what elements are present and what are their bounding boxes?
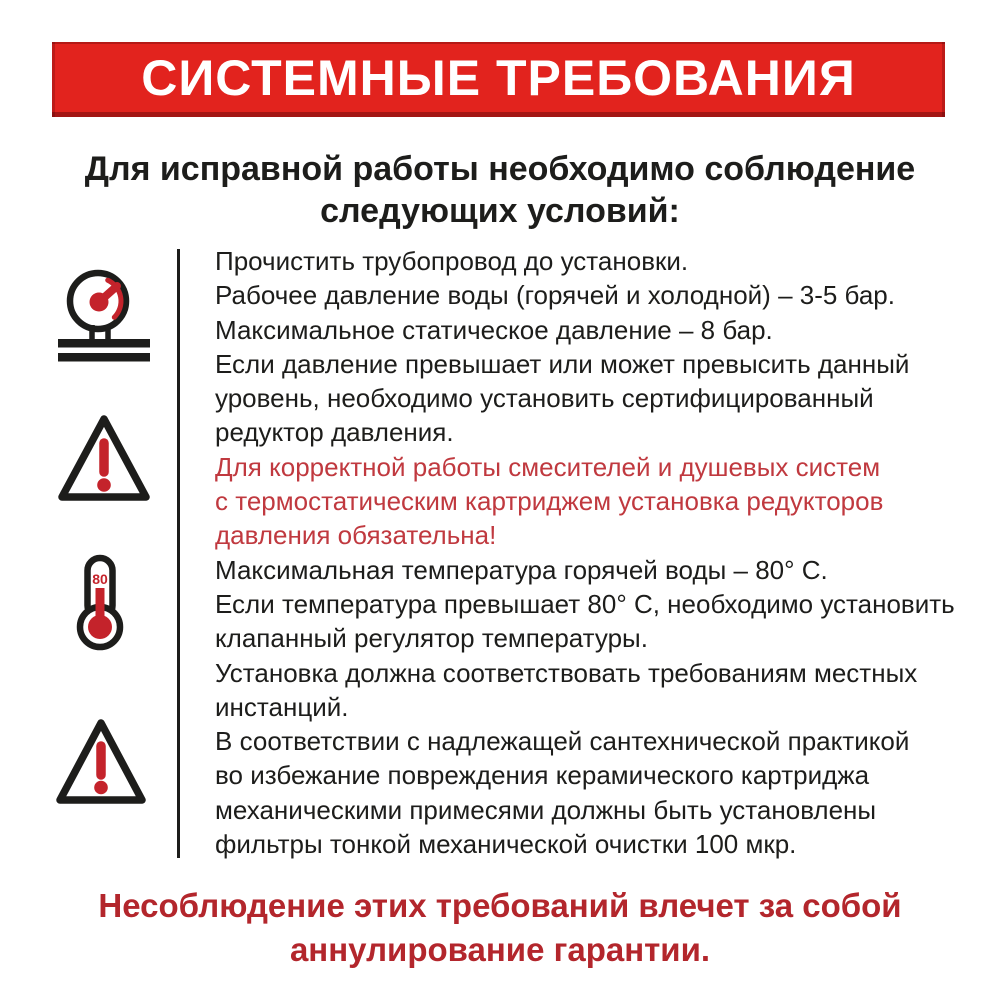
requirement-line: механическими примесями должны быть установлены [215,794,877,825]
requirement-line: Прочистить трубопровод до установки. [215,246,689,276]
requirement-line: во избежание повреждения керамического картриджа [215,760,870,791]
requirement-line: уровень, необходимо установить сертифицированный [215,383,874,414]
vertical-divider [177,249,180,858]
warning-triangle-icon [50,716,150,808]
requirement-line: Установка должна соответствовать требованиям местных [215,657,918,688]
warranty-warning [0,884,1000,972]
intro-heading [0,148,1000,232]
warranty-line-2: аннулирование гарантии. [289,931,711,968]
requirement-line: клапанный регулятор температуры. [215,623,648,654]
requirement-line: с термостатическим картриджем установка редукторов [215,486,884,517]
requirement-line: Для корректной работы смесителей и душевых систем [215,451,881,482]
requirements-list [215,244,975,861]
thermometer-icon [75,552,125,652]
pressure-gauge-icon [46,263,158,365]
requirement-line: В соответствии с надлежащей сантехнической практикой [215,726,910,757]
requirement-line: Рабочее давление воды (горячей и холодной) – 3-5 бар. [215,280,895,311]
requirement-line: Если температура превышает 80° С, необходимо установить [215,588,955,619]
warning-triangle-icon [52,412,154,506]
title-banner [52,42,945,117]
requirement-line: давления обязательна! [215,520,497,551]
requirement-line: фильтры тонкой механической очистки 100 мкр. [215,829,797,860]
requirement-line: Если давление превышает или может превысить данный [215,348,910,379]
intro-line-1: Для исправной работы необходимо соблюдение [84,150,916,188]
warranty-line-1: Несоблюдение этих требований влечет за собой [98,887,902,924]
page-title: СИСТЕМНЫЕ ТРЕБОВАНИЯ [141,49,856,106]
thermometer-temperature-label: 80 [92,571,108,587]
intro-line-2: следующих условий: [320,192,680,230]
requirement-line: редуктор давления. [215,417,454,448]
requirement-line: Максимальное статическое давление – 8 бар. [215,314,773,345]
requirement-line: Максимальная температура горячей воды – 80° С. [215,554,828,585]
requirement-line: инстанций. [215,691,349,722]
